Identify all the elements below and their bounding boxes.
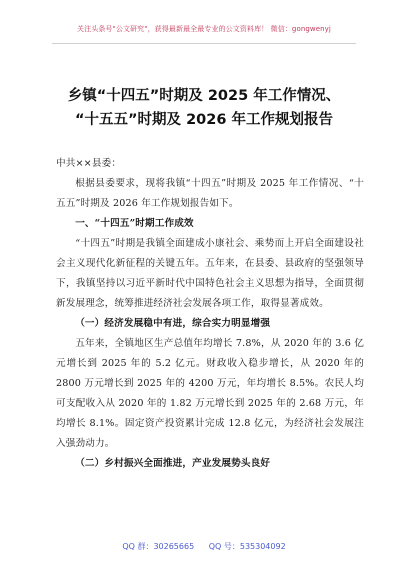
header-note: 关注头条号"公文研究"，获得最新最全最专业的公文资料库！ 微信：gongwenyj bbox=[77, 25, 331, 33]
document-title bbox=[40, 84, 368, 132]
title-line-1: 乡镇“十四五”时期及 2025 年工作情况、 bbox=[67, 88, 341, 104]
salutation: 中共××县委： bbox=[56, 158, 122, 169]
qq-number: QQ 号：535304092 bbox=[208, 542, 286, 551]
document-body bbox=[56, 154, 364, 474]
section-heading: 一、“十四五”时期工作成效 bbox=[75, 218, 194, 229]
qq-group: QQ 群：30265665 bbox=[122, 542, 195, 551]
section-paragraph: “十四五”时期是我镇全面建成小康社会、乘势而上开启全面建设社会主义现代化新征程的关键五年。五年来，在县委、县政府的坚强领导下，我镇坚持以习近平新时代中国特色社会主义思想为指导，全面贯彻新发展理念，统筹推进经济社会发展各项工作，取得显著成效。 bbox=[56, 238, 364, 309]
header-divider bbox=[52, 43, 356, 44]
title-line-2: “十五五”时期及 2026 年工作规划报告 bbox=[74, 112, 333, 128]
subsection-paragraph: 五年来，全镇地区生产总值年均增长 7.8%，从 2020 年的 3.6 亿元增长到 2025 年的 5.2 亿元。财政收入稳步增长，从 2020 年的 2800 万元增长到 2025 年的 4200 万元，年均增长 8.5%。农民人均可支配收入从 2020 年的 1.82 万元增长到 2025 年的 2.68 万元，年均增长 8.1%。固定资产投资累计完成 12.8 亿元，为经济社会发展注入强劲动力。 bbox=[56, 338, 364, 449]
intro-paragraph: 根据县委要求，现将我镇“十四五”时期及 2025 年工作情况、“十五五”时期及 2026 年工作规划报告如下。 bbox=[56, 178, 364, 209]
subsection-heading-2: （二）乡村振兴全面推进，产业发展势头良好 bbox=[75, 458, 271, 469]
footer bbox=[0, 541, 408, 552]
subsection-heading: （一）经济发展稳中有进，综合实力明显增强 bbox=[75, 318, 271, 329]
